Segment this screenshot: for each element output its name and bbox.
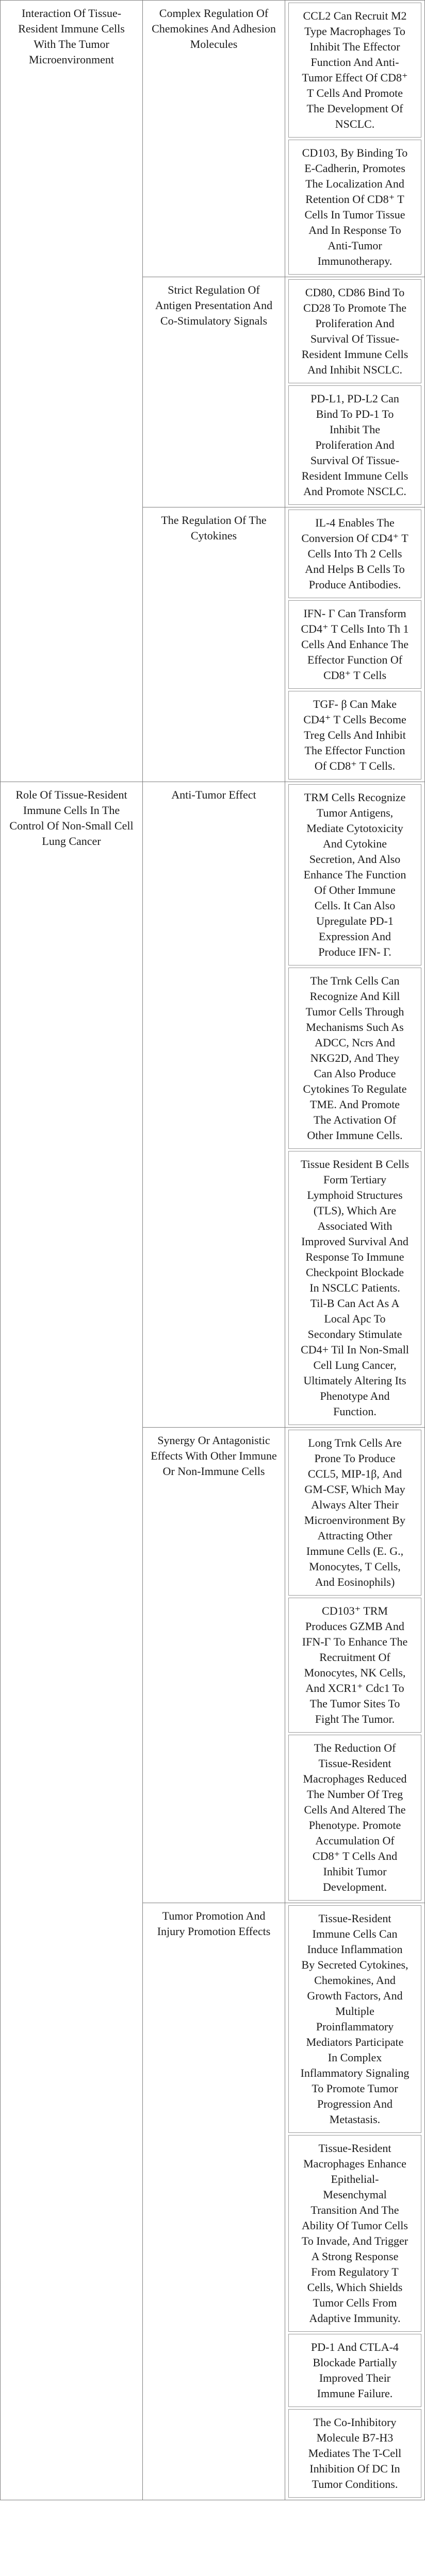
mechanism-cell: The Regulation Of The Cytokines: [143, 507, 285, 782]
details-cell: [285, 507, 425, 782]
detail-item: Tissue Resident B Cells Form Tertiary Lymphoid Structures (TLS), Which Are Associated With Improved Survival And Response To Immune Checkpoint Blockade In NSCLC Patients. Til-B Can Act As A Local Apc To Secondary Stimulate CD4+ Til In Non-Small Cell Lung Cancer, Ultimately Altering Its Phenotype And Function.: [288, 1151, 421, 1425]
mechanism-cell: Complex Regulation Of Chemokines And Adhesion Molecules: [143, 1, 285, 277]
detail-item: PD-L1, PD-L2 Can Bind To PD-1 To Inhibit The Proliferation And Survival Of Tissue-Resident Immune Cells And Promote NSCLC.: [288, 385, 421, 505]
detail-item: TRM Cells Recognize Tumor Antigens, Mediate Cytotoxicity And Cytokine Secretion, And Also Enhance The Function Of Other Immune Cells. It Can Also Upregulate PD-1 Expression And Produce IFN- Γ.: [288, 784, 421, 965]
table-row: [1, 782, 425, 1428]
category-cell: Role Of Tissue-Resident Immune Cells In The Control Of Non-Small Cell Lung Cancer: [1, 782, 143, 2500]
detail-item: Long Trnk Cells Are Prone To Produce CCL5, MIP-1β, And GM-CSF, Which May Always Alter Their Microenvironment By Attracting Other Immune Cells (E. G., Monocytes, T Cells, And Eosinophils): [288, 1430, 421, 1596]
detail-item: CD103, By Binding To E-Cadherin, Promotes The Localization And Retention Of CD8⁺ T Cells In Tumor Tissue And In Response To Anti-Tumor Immunotherapy.: [288, 140, 421, 275]
details-cell: [285, 1428, 425, 1903]
detail-item: CD103⁺ TRM Produces GZMB And IFN-Γ To Enhance The Recruitment Of Monocytes, NK Cells, And XCR1⁺ Cdc1 To The Tumor Sites To Fight The Tumor.: [288, 1598, 421, 1733]
category-cell: Interaction Of Tissue-Resident Immune Cells With The Tumor Microenvironment: [1, 1, 143, 782]
detail-item: The Reduction Of Tissue-Resident Macrophages Reduced The Number Of Treg Cells And Altered The Phenotype. Promote Accumulation Of CD8⁺ T Cells And Inhibit Tumor Development.: [288, 1735, 421, 1901]
detail-item: PD-1 And CTLA-4 Blockade Partially Improved Their Immune Failure.: [288, 2334, 421, 2407]
details-cell: [285, 277, 425, 507]
mechanism-cell: Strict Regulation Of Antigen Presentation And Co-Stimulatory Signals: [143, 277, 285, 507]
details-cell: [285, 1, 425, 277]
details-cell: [285, 782, 425, 1428]
mechanism-cell: Tumor Promotion And Injury Promotion Effects: [143, 1903, 285, 2500]
detail-item: Tissue-Resident Immune Cells Can Induce Inflammation By Secreted Cytokines, Chemokines, And Growth Factors, And Multiple Proinflammatory Mediators Participate In Complex Inflammatory Signaling To Promote Tumor Progression And Metastasis.: [288, 1905, 421, 2133]
detail-item: Tissue-Resident Macrophages Enhance Epithelial-Mesenchymal Transition And The Ability Of Tumor Cells To Invade, And Trigger A Strong Response From Regulatory T Cells, Which Shields Tumor Cells From Adaptive Immunity.: [288, 2135, 421, 2332]
detail-item: The Trnk Cells Can Recognize And Kill Tumor Cells Through Mechanisms Such As ADCC, Ncrs And NKG2D, And They Can Also Produce Cytokines To Regulate TME. And Promote The Activation Of Other Immune Cells.: [288, 968, 421, 1149]
detail-item: CD80, CD86 Bind To CD28 To Promote The Proliferation And Survival Of Tissue-Resident Immune Cells And Inhibit NSCLC.: [288, 279, 421, 383]
detail-item: CCL2 Can Recruit M2 Type Macrophages To Inhibit The Effector Function And Anti-Tumor Effect Of CD8⁺ T Cells And Promote The Development Of NSCLC.: [288, 3, 421, 138]
table-row: [1, 1, 425, 277]
details-cell: [285, 1903, 425, 2500]
detail-item: IL-4 Enables The Conversion Of CD4⁺ T Cells Into Th 2 Cells And Helps B Cells To Produce Antibodies.: [288, 510, 421, 598]
mechanism-cell: Synergy Or Antagonistic Effects With Other Immune Or Non-Immune Cells: [143, 1428, 285, 1903]
detail-item: TGF- β Can Make CD4⁺ T Cells Become Treg Cells And Inhibit The Effector Function Of CD8⁺ T Cells.: [288, 691, 421, 779]
detail-item: IFN- Γ Can Transform CD4⁺ T Cells Into Th 1 Cells And Enhance The Effector Function Of CD8⁺ T Cells: [288, 600, 421, 689]
detail-item: The Co-Inhibitory Molecule B7-H3 Mediates The T-Cell Inhibition Of DC In Tumor Conditions.: [288, 2409, 421, 2498]
mechanism-cell: Anti-Tumor Effect: [143, 782, 285, 1428]
